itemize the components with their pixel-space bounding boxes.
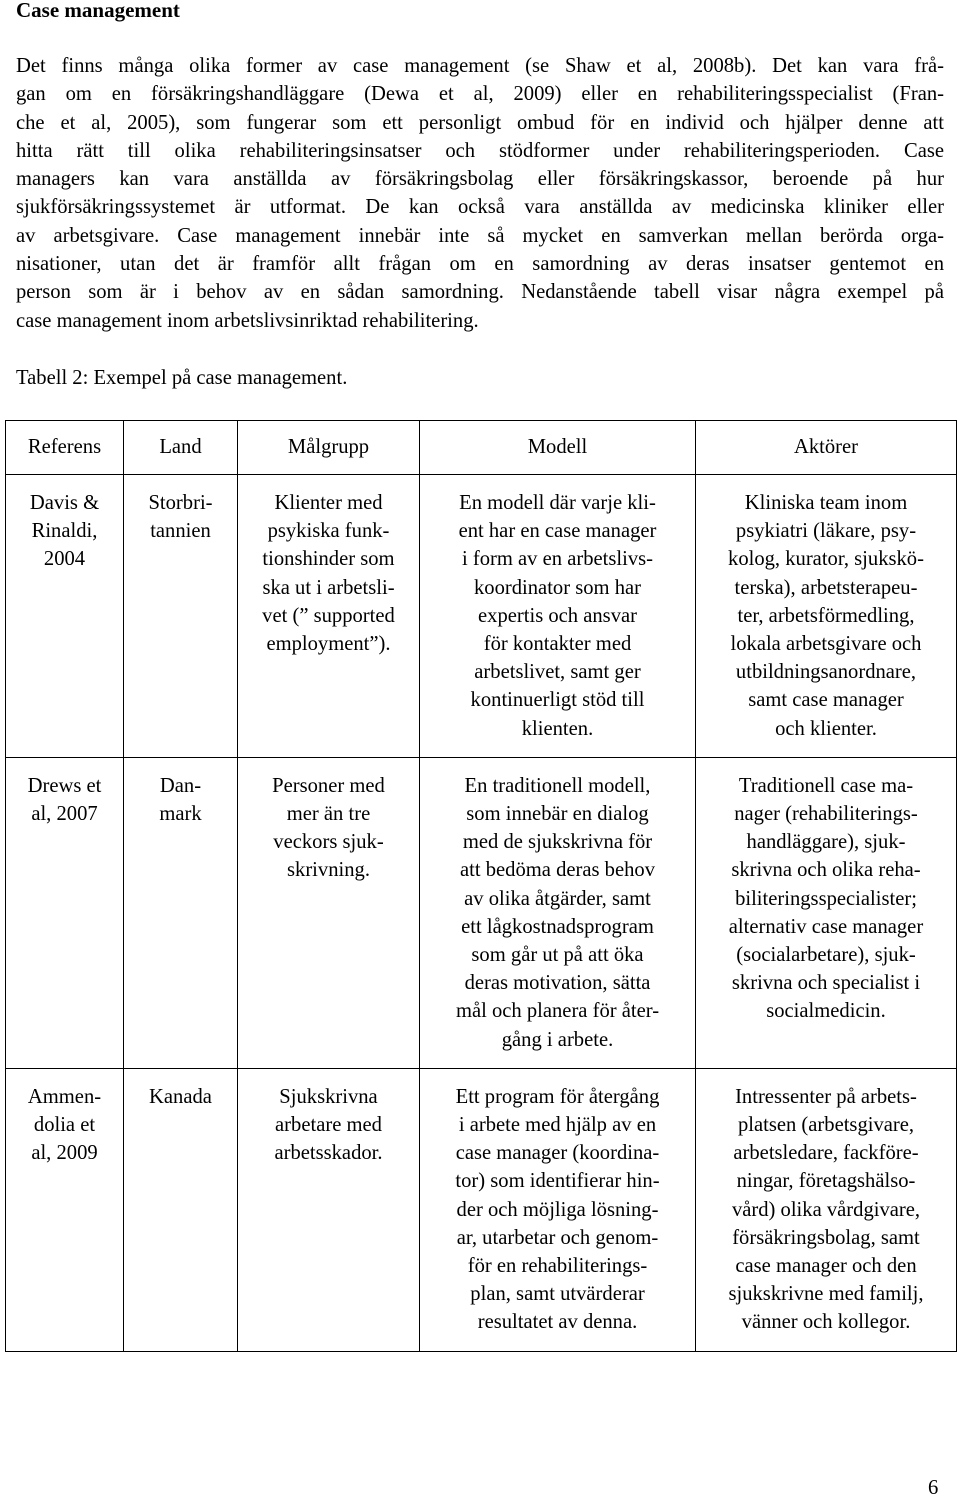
- cell-line: ter, arbetsförmedling,: [737, 604, 915, 627]
- table-row: [6, 475, 957, 758]
- cell-line: lokala arbetsgivare och: [730, 633, 922, 656]
- cell-line: skrivning.: [287, 859, 370, 882]
- cell-line: Rinaldi,: [31, 520, 98, 543]
- cell-line: som går ut på att öka: [471, 944, 644, 967]
- cell-line: Sjukskrivna: [279, 1085, 378, 1108]
- cell-line: samt case manager: [748, 689, 904, 712]
- cell-line: sjukskrivne med familj,: [728, 1283, 924, 1306]
- cell-line: deras motivation, sätta: [464, 972, 651, 995]
- cell-line: Drews et: [27, 774, 102, 797]
- cell-line: ningar, företagshälso-: [736, 1170, 916, 1193]
- cell-line: En traditionell modell,: [464, 774, 651, 797]
- cell-line: skrivna och specialist i: [731, 972, 921, 995]
- cell-line: Storbri-: [148, 492, 213, 514]
- cell-line: arbetslivet, samt ger: [474, 661, 641, 684]
- cell-malgrupp: [238, 757, 420, 1068]
- cell-line: kolog, kurator, sjukskö-: [728, 548, 924, 571]
- cell-line: skrivna och olika reha-: [731, 859, 921, 882]
- cell-modell: [420, 1068, 696, 1351]
- cell-line: arbetare med: [275, 1114, 382, 1137]
- cell-line: dolia et: [33, 1114, 96, 1137]
- cell-line: tionshinder som: [262, 548, 395, 571]
- cell-line: Klienter med: [274, 492, 383, 514]
- cell-line: psykiatri (läkare, psy-: [735, 520, 917, 543]
- cell-line: al, 2007: [31, 803, 98, 826]
- cell-line: vård) olika vårdgivare,: [731, 1198, 921, 1221]
- header-aktorer: Aktörer: [696, 421, 957, 475]
- cell-line: En modell där varje kli-: [459, 492, 656, 514]
- cell-line: handläggare), sjuk-: [746, 831, 906, 854]
- page-number: 6: [928, 1477, 939, 1499]
- paragraph-line: person som är i behov av en sådan samordning. Nedanstående tabell visar några exempel på: [16, 281, 944, 304]
- cell-referens: [6, 1068, 124, 1351]
- cell-line: Personer med: [272, 774, 385, 797]
- header-land: Land: [124, 421, 238, 475]
- cell-aktorer: [696, 475, 957, 758]
- cell-line: (socialarbetare), sjuk-: [736, 944, 916, 967]
- table-row: [6, 757, 957, 1068]
- paragraph-line: av arbetsgivare. Case management innebär inte så mycket en samverkan mellan berörda orga-: [16, 224, 944, 247]
- header-malgrupp: Målgrupp: [238, 421, 420, 475]
- cell-line: psykiska funk-: [267, 520, 390, 543]
- cell-line: Kliniska team inom: [744, 492, 908, 514]
- table-caption: Tabell 2: Exempel på case management.: [16, 367, 348, 389]
- header-referens: Referens: [6, 421, 124, 475]
- cell-line: i arbete med hjälp av en: [458, 1114, 657, 1137]
- cell-malgrupp: [238, 475, 420, 758]
- cell-line: Kanada: [149, 1085, 212, 1108]
- cell-line: resultatet av denna.: [477, 1311, 638, 1334]
- cell-line: alternativ case manager: [728, 915, 924, 938]
- cell-aktorer: [696, 757, 957, 1068]
- cell-referens: [6, 757, 124, 1068]
- cell-line: arbetsledare, fackföre-: [733, 1142, 919, 1165]
- cell-line: koordinator som har: [473, 576, 641, 599]
- cell-line: Intressenter på arbets-: [735, 1085, 917, 1108]
- paragraph-line: gan om en försäkringshandläggare (Dewa et al, 2009) eller en rehabiliteringsspecialist (Fran-: [16, 83, 944, 106]
- cell-line: 2004: [43, 548, 86, 571]
- cell-line: case manager (koordina-: [455, 1142, 660, 1165]
- cell-line: arbetsskador.: [274, 1142, 383, 1165]
- cell-land: [124, 1068, 238, 1351]
- cell-line: kontinuerligt stöd till: [470, 689, 645, 712]
- cell-line: tannien: [150, 520, 211, 543]
- table-row: [6, 1068, 957, 1351]
- paragraph-line: nisationer, utan det är framför allt frågan om en samordning av deras insatser gentemot en: [16, 253, 944, 276]
- cell-line: och klienter.: [775, 717, 877, 740]
- cell-line: som innebär en dialog: [466, 803, 649, 826]
- paragraph-line: managers kan vara anställda av försäkringsbolag eller försäkringskassor, beroende på hur: [16, 168, 944, 191]
- paragraph-line: sjukförsäkringssystemet är utformat. De kan också vara anställda av medicinska kliniker eller: [16, 196, 944, 219]
- cell-malgrupp: [238, 1068, 420, 1351]
- cell-line: socialmedicin.: [766, 1000, 886, 1023]
- cell-line: mark: [159, 803, 202, 826]
- cell-modell: [420, 757, 696, 1068]
- cell-line: Ammen-: [27, 1085, 102, 1108]
- cell-line: mål och planera för åter-: [455, 1000, 660, 1023]
- cell-line: Ett program för återgång: [455, 1085, 660, 1108]
- cell-aktorer: [696, 1068, 957, 1351]
- cell-line: mer än tre: [286, 803, 371, 826]
- cell-line: ett lågkostnadsprogram: [461, 915, 654, 938]
- cell-line: terska), arbetsterapeu-: [734, 576, 918, 599]
- cell-line: Dan-: [159, 774, 202, 797]
- cell-line: försäkringsbolag, samt: [732, 1226, 920, 1249]
- case-management-table: [5, 420, 957, 1352]
- cell-line: al, 2009: [31, 1142, 98, 1165]
- cell-line: Davis &: [29, 492, 100, 514]
- cell-land: [124, 475, 238, 758]
- cell-referens: [6, 475, 124, 758]
- paragraph-line: case management inom arbetslivsinriktad rehabilitering.: [16, 309, 479, 332]
- cell-line: platsen (arbetsgivare,: [737, 1114, 915, 1137]
- cell-line: Traditionell case ma-: [738, 774, 914, 797]
- cell-land: [124, 757, 238, 1068]
- cell-line: att bedöma deras behov: [460, 859, 655, 882]
- cell-line: plan, samt utvärderar: [470, 1283, 645, 1306]
- cell-line: ent har en case manager: [458, 520, 657, 543]
- cell-line: tor) som identifierar hin-: [455, 1170, 660, 1193]
- cell-line: i form av en arbetslivs-: [461, 548, 653, 571]
- cell-line: vänner och kollegor.: [741, 1311, 911, 1334]
- cell-line: biliteringsspecialister;: [735, 887, 917, 910]
- cell-line: klienten.: [521, 717, 594, 740]
- cell-line: ska ut i arbetsli-: [262, 576, 395, 599]
- cell-line: der och möjliga lösning-: [456, 1198, 659, 1221]
- cell-line: för en rehabiliterings-: [467, 1255, 648, 1278]
- paragraph-line: che et al, 2005), som fungerar som ett personligt ombud för en individ och hjälper denne att: [16, 111, 944, 134]
- cell-line: employment”).: [266, 633, 391, 656]
- body-paragraph: [16, 52, 944, 335]
- cell-line: med de sjukskrivna för: [462, 831, 653, 854]
- cell-line: vet (” supported: [262, 604, 395, 627]
- cell-line: för kontakter med: [483, 633, 632, 656]
- cell-line: utbildningsanordnare,: [735, 661, 917, 684]
- cell-line: gång i arbete.: [501, 1028, 614, 1051]
- cell-modell: [420, 475, 696, 758]
- cell-line: case manager och den: [735, 1255, 917, 1278]
- cell-line: expertis och ansvar: [478, 604, 637, 627]
- header-modell: Modell: [420, 421, 696, 475]
- section-heading: Case management: [16, 0, 180, 22]
- paragraph-line: hitta rätt till olika rehabiliteringsinsatser och stödformer under rehabiliteringsperioden. Case: [16, 139, 944, 162]
- cell-line: av olika åtgärder, samt: [464, 887, 651, 910]
- cell-line: nager (rehabiliterings-: [734, 803, 918, 826]
- paragraph-line: Det finns många olika former av case management (se Shaw et al, 2008b). Det kan vara frå-: [16, 55, 944, 77]
- cell-line: veckors sjuk-: [273, 831, 384, 854]
- cell-line: ar, utarbetar och genom-: [456, 1226, 659, 1249]
- table-header-row: [6, 421, 957, 475]
